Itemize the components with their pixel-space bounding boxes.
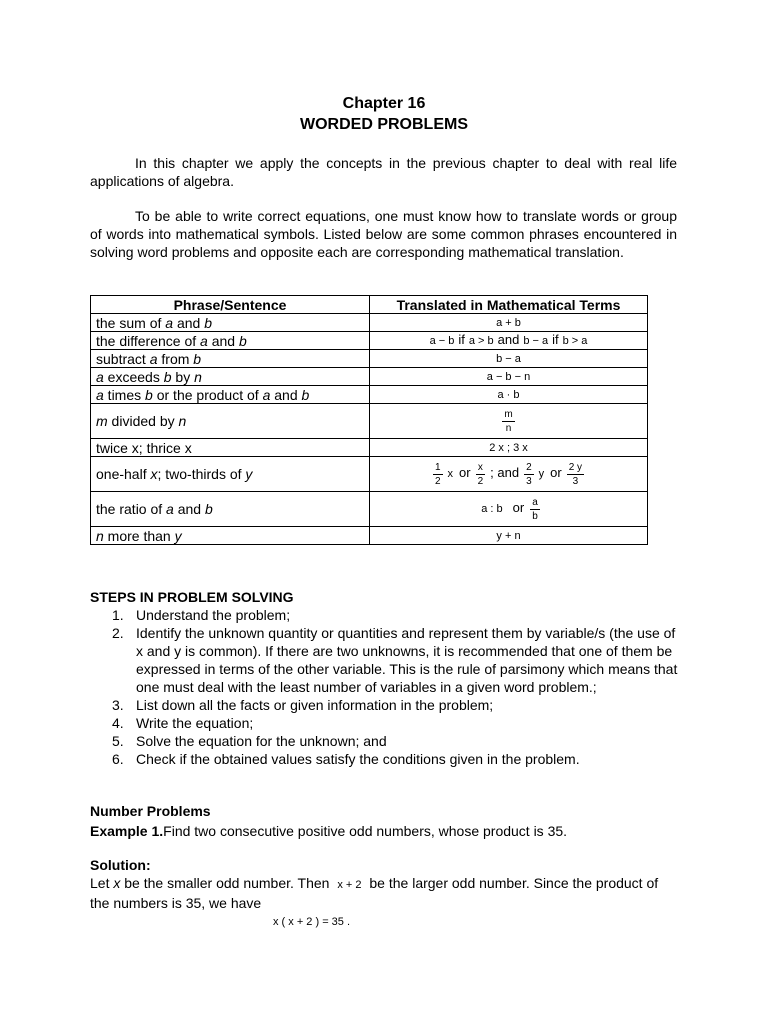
fraction-numerator: a [532,496,538,508]
sol-var: x [113,875,121,891]
phrase-part: y [245,466,253,482]
math-expression: a · b [497,388,520,401]
list-item [90,696,680,714]
number-problems-heading: Number Problems [90,803,211,819]
phrase-cell [91,457,370,492]
step-number: 2. [112,625,124,641]
phrase-part: b [145,386,153,403]
phrase-cell [91,314,370,332]
math-expression: y + n [496,529,521,542]
math-var: y [538,467,545,480]
fraction [567,461,584,488]
translation-cell [370,404,648,439]
phrase-cell [91,492,370,527]
phrase-part: ; two-thirds of [157,466,246,482]
math-word: or [459,464,471,480]
math-ratio: a : b [481,502,503,515]
table-row [91,527,648,545]
table-row [91,368,648,386]
phrase-part: times [103,386,146,403]
step-text: Solve the equation for the unknown; and [136,733,387,749]
fraction-denominator: 2 [434,475,441,487]
sol-part: Let [90,875,114,891]
phrase-part: a [96,386,104,403]
phrase-part: b [193,350,202,367]
fraction [502,408,514,435]
phrase-part: a [165,314,174,331]
steps-heading: STEPS IN PROBLEM SOLVING [90,589,294,605]
phrase-cell [91,439,370,457]
phrase-part: a [149,350,158,367]
translation-cell [370,368,648,386]
phrase-part: a [166,501,174,517]
list-item [90,750,680,768]
fraction-denominator: b [532,510,538,522]
fraction [530,496,540,523]
table-row [91,350,648,368]
translation-cell [370,314,648,332]
phrase-part: n [194,368,202,385]
intro-paragraph-1 [90,154,677,190]
translation-table [90,295,648,545]
chapter-number: Chapter 16 [342,95,426,112]
phrase-part: b [204,314,212,331]
list-item [90,732,680,750]
list-item [90,714,680,732]
step-text: Understand the problem; [136,607,291,623]
phrase-cell [91,332,370,350]
fraction-denominator: 3 [526,475,532,487]
table-body [91,314,648,545]
header-translation: Translated in Mathematical Terms [370,296,648,314]
intro-text-1: In this chapter we apply the concepts in the previous chapter to deal with real life applications of algebra. [90,155,677,189]
phrase-part: n [96,527,104,544]
phrase-cell [91,386,370,404]
step-number: 1. [112,607,124,623]
math-part: a > b [468,335,494,347]
phrase-part: twice x; thrice x [96,439,192,456]
fraction [433,461,443,488]
list-item [90,624,680,696]
phrase-part: subtract [96,350,150,367]
phrase-part: the ratio of [96,501,167,517]
phrase-part: and [173,314,205,331]
steps-list [90,606,680,768]
phrase-cell [91,350,370,368]
solution-heading: Solution: [90,857,151,873]
phrase-part: the sum of [96,314,166,331]
step-text: List down all the facts or given information in the problem; [136,697,494,713]
fraction-numerator: 2 [526,461,532,473]
math-part: b > a [562,335,588,347]
math-part: and [497,332,520,347]
math-word: or [550,464,562,480]
fraction [476,461,486,488]
intro-text-2: To be able to write correct equations, one must know how to translate words or group of words into mathematical symbols. Listed below are some common phrases encountered in solving word problems and opposite each are corresponding mathematical translation. [90,208,677,260]
phrase-part: by [171,368,195,385]
phrase-part: exceeds [103,368,164,385]
step-text: Write the equation; [136,715,254,731]
fraction-denominator: 3 [572,475,579,487]
example-1 [90,822,680,840]
phrase-part: m [96,413,108,429]
phrase-cell [91,404,370,439]
fraction-numerator: 1 [434,461,441,473]
table-row [91,332,648,350]
table-row [91,492,648,527]
fraction-denominator: 2 [477,475,484,487]
math-part: a − b [429,335,455,347]
math-var: x [447,467,454,480]
translation-cell [370,332,648,350]
step-number: 6. [112,751,124,767]
math-expression: 2 x ; 3 x [489,441,528,454]
phrase-part: a [96,368,104,385]
phrase-part: divided by [107,413,179,429]
math-word: ; and [490,464,520,480]
math-part: if [458,332,465,347]
math-part: if [552,332,559,347]
list-item [90,606,680,624]
chapter-title: WORDED PROBLEMS [300,116,468,133]
phrase-part: and [173,501,205,517]
phrase-part: b [301,386,310,403]
phrase-part: or the product of [152,386,263,403]
table-row [91,314,648,332]
sol-part: be the smaller odd number. Then [120,875,334,891]
phrase-part: and [270,386,302,403]
phrase-part: b [163,368,172,385]
header-phrase: Phrase/Sentence [91,296,370,314]
solution-text [90,874,680,912]
sol-part: be the larger odd number. Since the product of the numbers is 35, we have [90,875,659,911]
table-row [91,386,648,404]
translation-cell [370,439,648,457]
table-row [91,404,648,439]
phrase-part: more than [103,527,175,544]
phrase-part: a [200,332,208,349]
math-word: or [512,499,525,515]
table-row [91,457,648,492]
step-number: 4. [112,715,124,731]
phrase-part: and [207,332,239,349]
phrase-part: one-half [96,466,151,482]
phrase-part: x [150,466,158,482]
translation-cell [370,527,648,545]
fraction-numerator: 2 y [568,461,583,473]
phrase-cell [91,368,370,386]
translation-cell [370,492,648,527]
translation-cell [370,350,648,368]
fraction-numerator: x [477,461,483,473]
phrase-part: from [157,350,194,367]
phrase-part: y [174,527,182,544]
translation-cell [370,386,648,404]
phrase-part: a [262,386,271,403]
equation: x ( x + 2 ) = 35 . [273,916,351,928]
fraction-denominator: n [505,422,512,434]
phrase-part: b [238,332,247,349]
example-text: Find two consecutive positive odd numbers, whose product is 35. [163,823,568,839]
step-text: Identify the unknown quantity or quantities and represent them by variable/s (the use of x and y is common). If there are two unknowns, it is recommended that one of them be expressed in terms of the other variable. This is the rule of parsimony which means that one must deal with the least number of variables in a given word problem.; [136,625,678,695]
math-part: b − a [523,335,549,347]
table-header-row [91,296,648,314]
step-text: Check if the obtained values satisfy the conditions given in the problem. [136,751,580,767]
math-expression: a − b − n [486,370,531,383]
fraction [524,461,534,488]
phrase-part: n [178,413,187,429]
phrase-part: the difference of [96,332,201,349]
phrase-cell [91,527,370,545]
step-number: 3. [112,697,124,713]
math-expression: a + b [496,316,521,329]
translation-cell [370,457,648,492]
sol-expr: x + 2 [337,879,362,891]
table-row [91,439,648,457]
math-expression: b − a [496,352,521,365]
phrase-part: b [204,501,213,517]
intro-paragraph-2 [90,207,677,261]
fraction-numerator: m [504,408,513,420]
example-label: Example 1. [90,823,164,839]
step-number: 5. [112,733,124,749]
